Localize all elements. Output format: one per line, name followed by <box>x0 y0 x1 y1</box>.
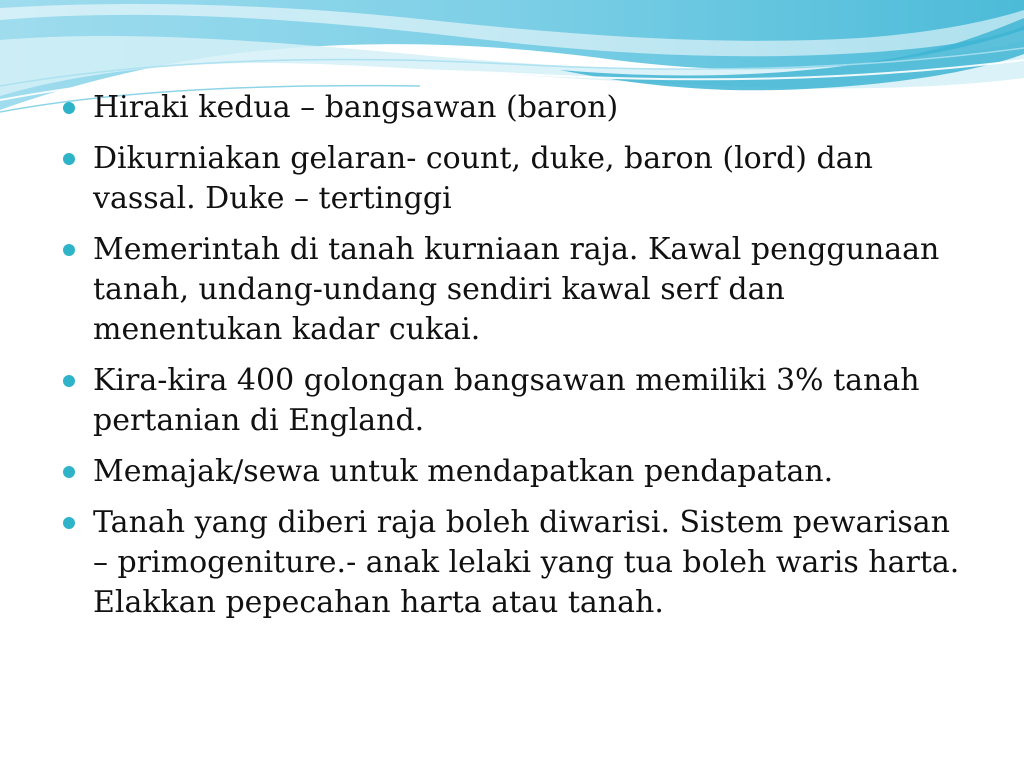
bullet-text: Memajak/sewa untuk mendapatkan pendapatan. <box>93 454 834 489</box>
bullet-text: Hiraki kedua – bangsawan (baron) <box>93 90 619 125</box>
bullet-dot-icon <box>63 375 75 387</box>
bullet-item <box>62 139 972 219</box>
bullet-item <box>62 361 972 441</box>
bullet-dot-icon <box>63 153 75 165</box>
bullet-text: Dikurniakan gelaran- count, duke, baron (lord) dan vassal. Duke – tertinggi <box>93 141 873 216</box>
bullet-dot-icon <box>63 102 75 114</box>
bullet-list <box>62 88 972 623</box>
bullet-item <box>62 88 972 128</box>
bullet-item <box>62 503 972 623</box>
bullet-text: Tanah yang diberi raja boleh diwarisi. Sistem pewarisan – primogeniture.- anak lelaki yang tua boleh waris harta. Elakkan pepecahan harta atau tanah. <box>93 505 960 620</box>
bullet-dot-icon <box>63 517 75 529</box>
bullet-item <box>62 452 972 492</box>
bullet-dot-icon <box>63 244 75 256</box>
bullet-dot-icon <box>63 466 75 478</box>
bullet-item <box>62 230 972 350</box>
slide-content <box>62 88 972 634</box>
bullet-text: Memerintah di tanah kurniaan raja. Kawal penggunaan tanah, undang-undang sendiri kawal serf dan menentukan kadar cukai. <box>93 232 940 347</box>
bullet-text: Kira-kira 400 golongan bangsawan memiliki 3% tanah pertanian di England. <box>93 363 920 438</box>
